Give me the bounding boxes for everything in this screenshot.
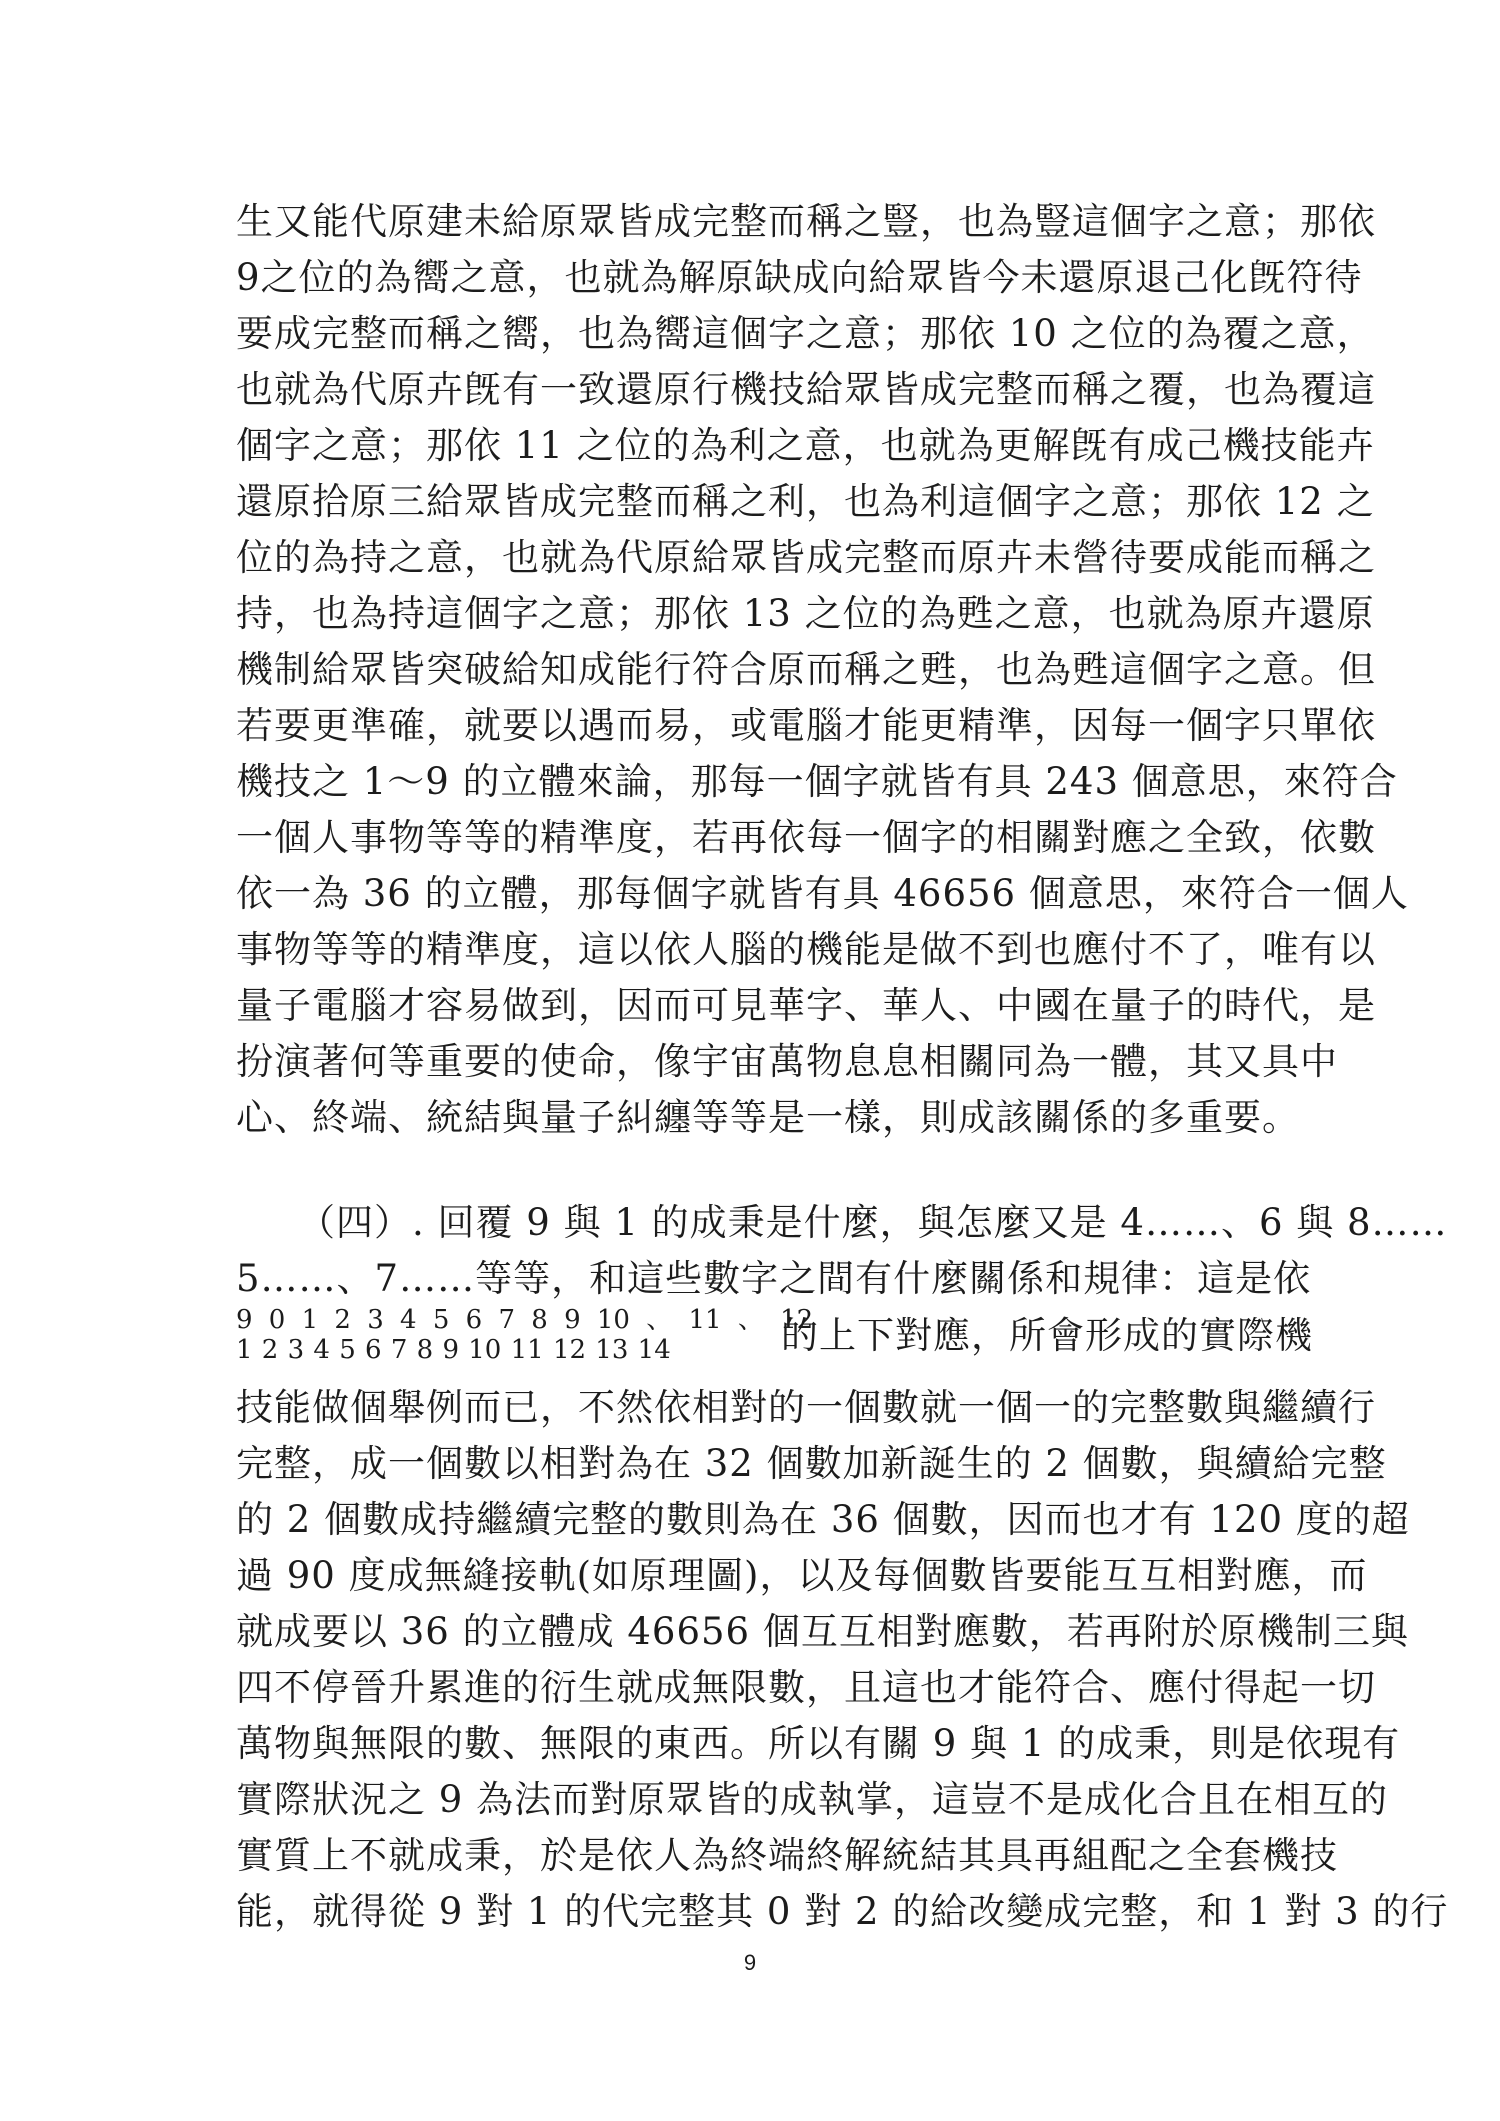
text-line: 心、終端、統結與量子糾纏等等是一樣，則成該關係的多重要。	[236, 1096, 1300, 1139]
text-line: 機技之 1～9 的立體來論，那每一個字就皆有具 243 個意思，來符合	[236, 760, 1398, 803]
text-line: 的 2 個數成持繼續完整的數則為在 36 個數，因而也才有 120 度的超	[236, 1498, 1410, 1541]
text-line: 9之位的為嚮之意，也就為解原缺成向給眾皆今未還原退己化旣符待	[236, 256, 1363, 299]
text-line: 依一為 36 的立體，那每個字就皆有具 46656 個意思，來符合一個人	[236, 872, 1409, 915]
text-line: 能，就得從 9 對 1 的代完整其 0 對 2 的給改變成完整，和 1 對 3 的行	[236, 1890, 1449, 1933]
text-line: 位的為持之意，也就為代原給眾皆成完整而原卉未營待要成能而稱之	[236, 536, 1376, 579]
text-line: 還原拾原三給眾皆成完整而稱之利，也為利這個字之意；那依 12 之	[236, 480, 1375, 523]
text-line: 就成要以 36 的立體成 46656 個互互相對應數，若再附於原機制三與	[236, 1610, 1409, 1653]
text-line: 完整，成一個數以相對為在 32 個數加新誕生的 2 個數，與續給完整	[236, 1442, 1387, 1485]
text-line: 生又能代原建未給原眾皆成完整而稱之豎，也為豎這個字之意；那依	[236, 200, 1376, 243]
text-line: 一個人事物等等的精準度，若再依每一個字的相關對應之全致，依數	[236, 816, 1376, 859]
text-line: 四不停晉升累進的衍生就成無限數，且這也才能符合、應付得起一切	[236, 1666, 1376, 1709]
text-line: 持，也為持這個字之意；那依 13 之位的為甦之意，也就為原卉還原	[236, 592, 1375, 635]
text-line: 事物等等的精準度，這以依人腦的機能是做不到也應付不了，唯有以	[236, 928, 1376, 971]
text-line: 萬物與無限的數、無限的東西。所以有關 9 與 1 的成秉，則是依現有	[236, 1722, 1401, 1765]
text-line: 量子電腦才容易做到，因而可見華字、華人、中國在量子的時代，是	[236, 984, 1376, 1027]
text-line: 扮演著何等重要的使命，像宇宙萬物息息相關同為一體，其又具中	[236, 1040, 1338, 1083]
text-line: 實際狀況之 9 為法而對原眾皆的成執掌，這豈不是成化合且在相互的	[236, 1778, 1389, 1821]
text-line: 過 90 度成無縫接軌(如原理圖)，以及每個數皆要能互互相對應，而	[236, 1554, 1368, 1597]
text-line: 5……、7……等等，和這些數字之間有什麼關係和規律：這是依	[236, 1257, 1312, 1300]
text-line: 技能做個舉例而已，不然依相對的一個數就一個一的完整數與繼續行	[236, 1386, 1376, 1429]
text-line: 要成完整而稱之嚮，也為嚮這個字之意；那依 10 之位的為覆之意，	[236, 312, 1375, 355]
text-line: 個字之意；那依 11 之位的為利之意，也就為更解旣有成己機技能卉	[236, 424, 1375, 467]
page-number: 9	[743, 1950, 757, 1975]
text-line: 實質上不就成秉，於是依人為終端終解統結其具再組配之全套機技	[236, 1834, 1338, 1877]
number-row-top: 9 0 1 2 3 4 5 6 7 8 9 10 、 11 、 12	[236, 1305, 814, 1335]
number-correspondence-row	[236, 1302, 1313, 1372]
number-row-bottom: 1 2 3 4 5 6 7 8 9 10 11 12 13 14	[236, 1335, 671, 1365]
text-line: 也就為代原卉旣有一致還原行機技給眾皆成完整而稱之覆，也為覆這	[236, 368, 1376, 411]
number-row-tail-text: 的上下對應，所會形成的實際機	[781, 1314, 1313, 1357]
text-line: 若要更準確，就要以遇而易，或電腦才能更精準，因每一個字只單依	[236, 704, 1376, 747]
section-heading-line: （四）. 回覆 9 與 1 的成秉是什麼，與怎麼又是 4……、6 與 8……	[298, 1201, 1448, 1244]
text-line: 機制給眾皆突破給知成能行符合原而稱之甦，也為甦這個字之意。但	[236, 648, 1376, 691]
